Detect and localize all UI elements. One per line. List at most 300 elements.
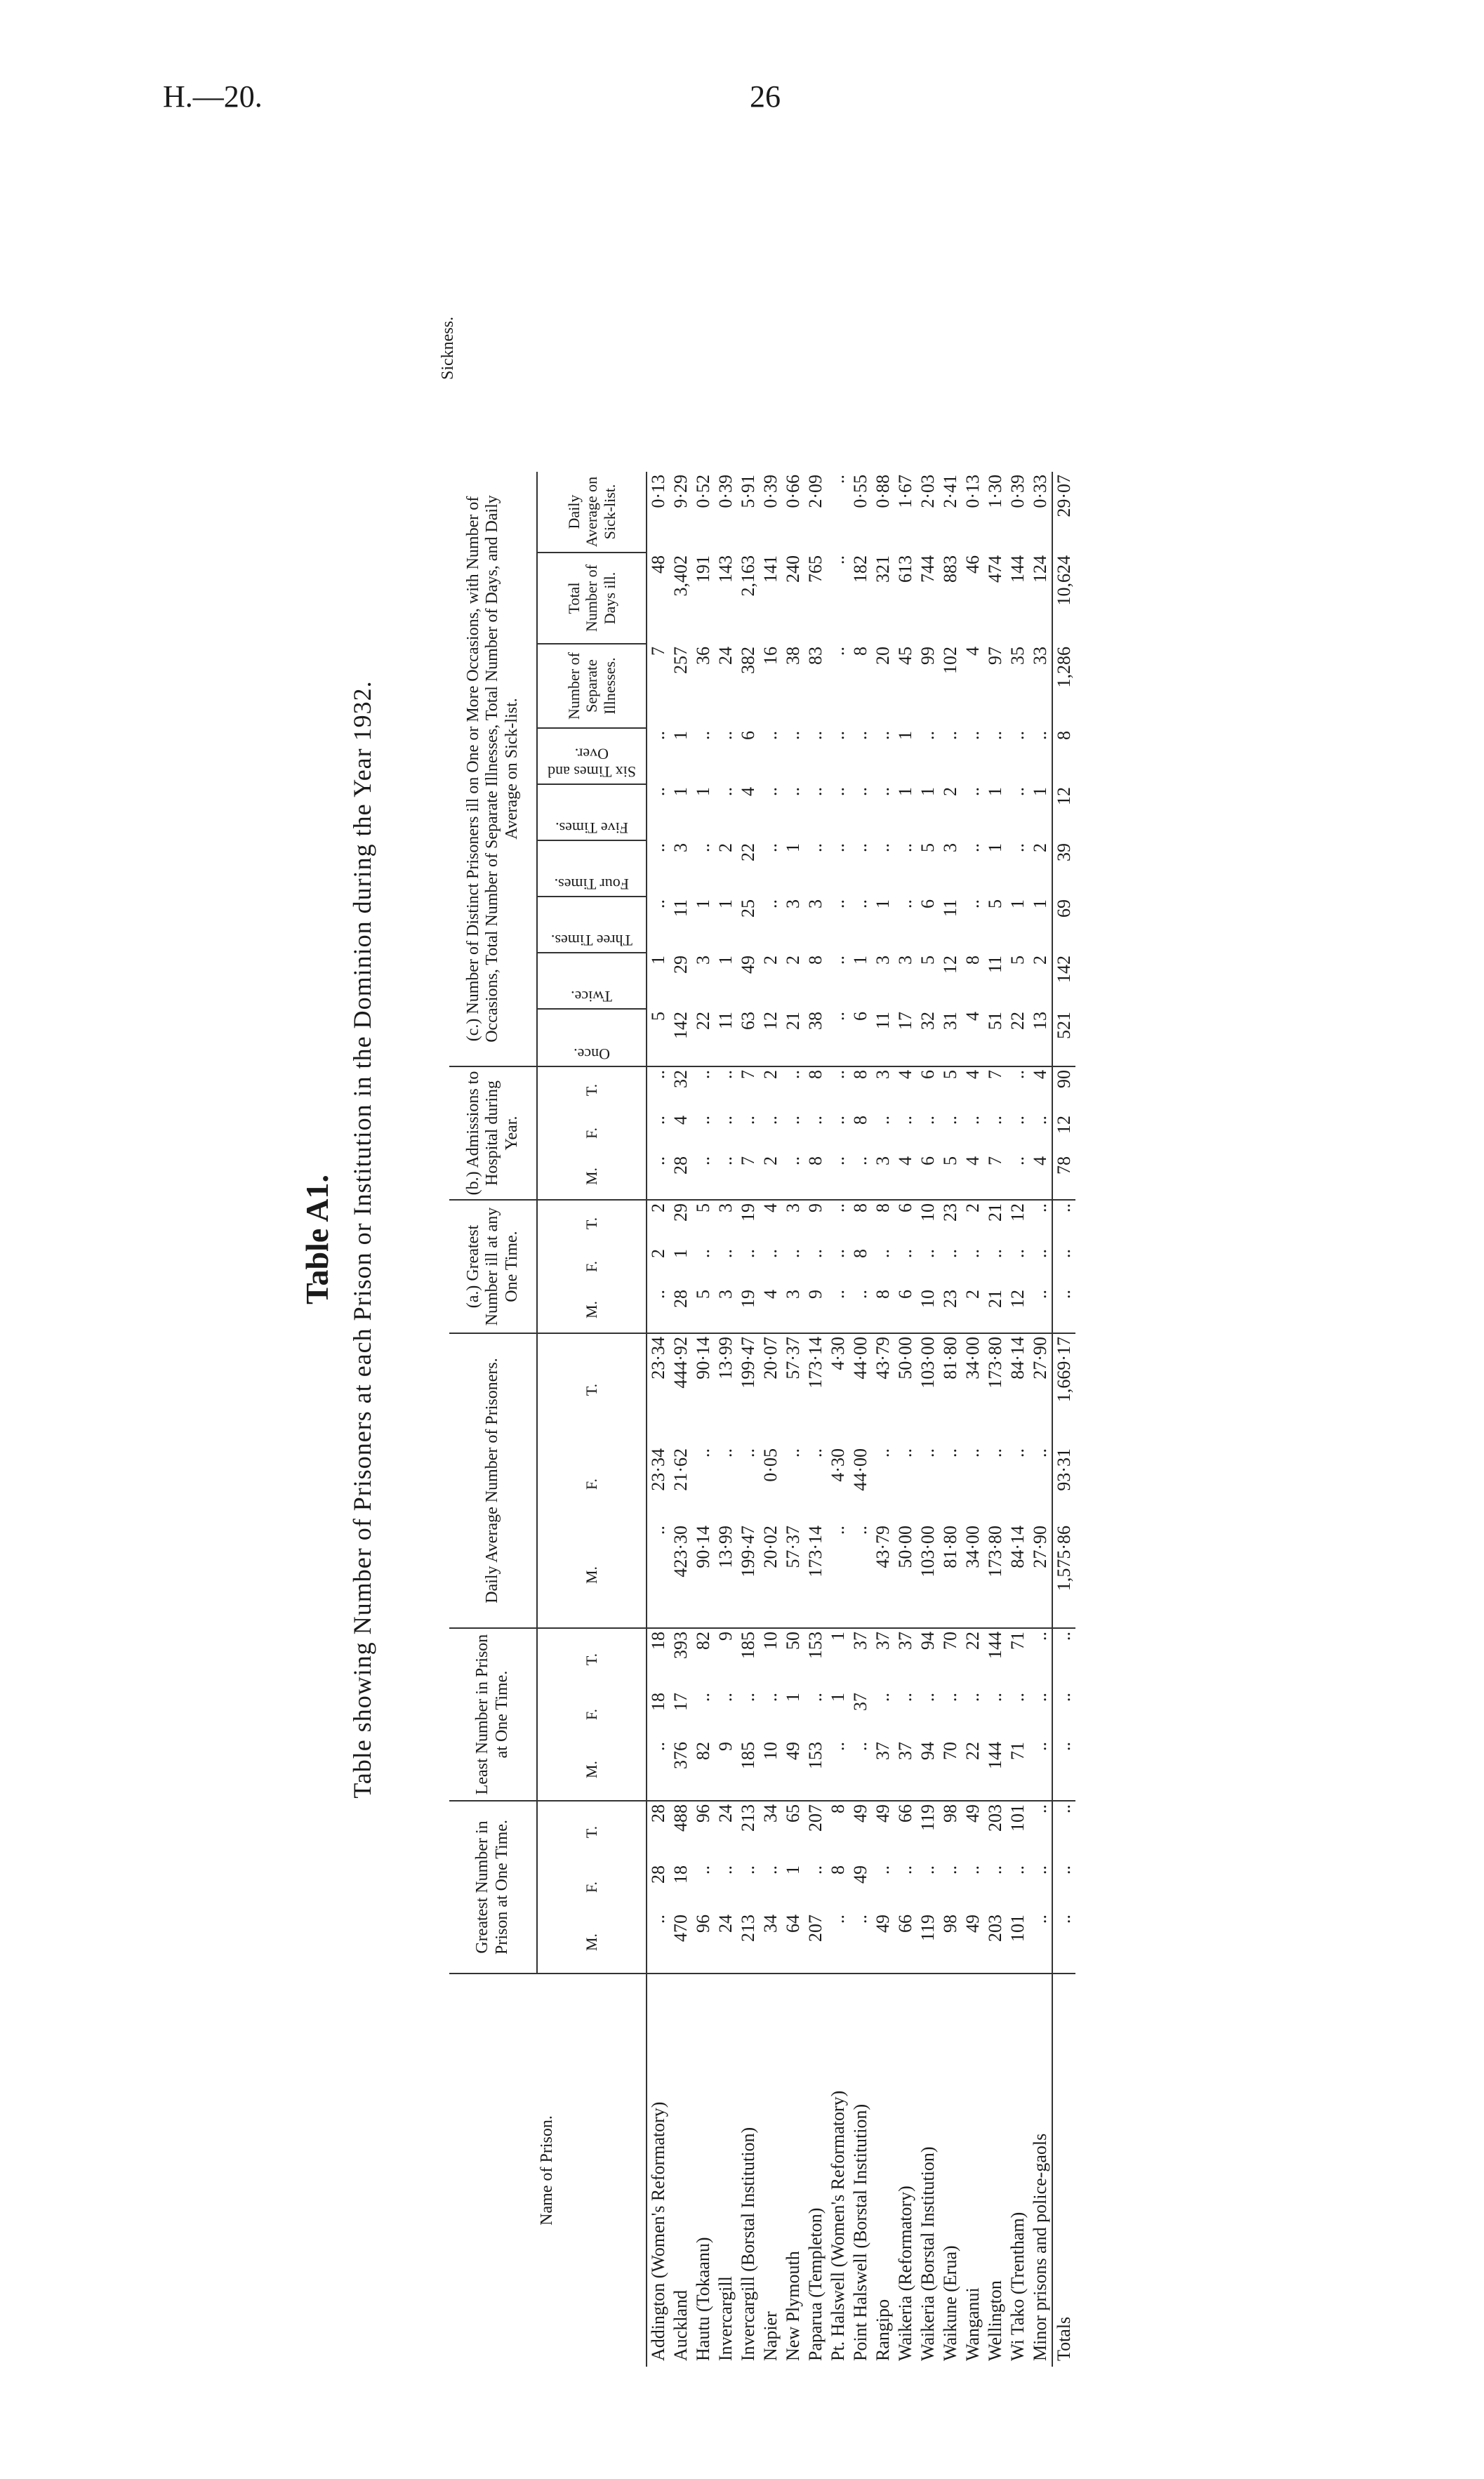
table-cell: 4 (760, 1287, 782, 1333)
table-cell: .. (1030, 1448, 1050, 1457)
table-cell: 4 (760, 1203, 781, 1212)
table-cell: .. (962, 843, 983, 852)
table-cell: 21 (985, 1203, 1005, 1222)
table-cell: 7 (648, 647, 668, 656)
prison-name: New Plymouth (783, 2251, 803, 2361)
table-cell: 5 (693, 1203, 713, 1212)
table-cell: .. (828, 1070, 848, 1079)
table-cell: 1 (648, 956, 668, 965)
table-cell: 1 (670, 731, 691, 740)
table-cell: 44·00 (850, 1337, 870, 1380)
table-cell: .. (985, 1693, 1005, 1702)
table-cell: 13 (1029, 1009, 1052, 1066)
header-once: Once. (574, 1045, 610, 1063)
table-cell: 70 (940, 1632, 960, 1650)
table-cell: 98 (940, 1804, 960, 1823)
table-cell: .. (1052, 1801, 1075, 1863)
table-cell: 84·14 (1007, 1337, 1028, 1380)
table-cell: 1,669·17 (1052, 1333, 1075, 1446)
prison-name: Napier (760, 2311, 781, 2361)
table-cell: 2,163 (738, 555, 758, 597)
table-cell: 4 (962, 1070, 983, 1079)
header-f: F. (537, 1690, 647, 1739)
table-cell: .. (849, 1912, 872, 1974)
table-cell: 12 (1007, 1203, 1028, 1222)
table-cell: .. (805, 1865, 826, 1875)
table-cell: .. (715, 1249, 736, 1258)
table-cell: .. (895, 1116, 915, 1125)
header-daily-average-sick: Daily Average on Sick-list. (537, 472, 647, 553)
table-row (962, 472, 984, 2367)
table-cell: 13·99 (715, 1337, 736, 1380)
table-cell: .. (917, 731, 938, 740)
table-cell: 28 (648, 1804, 668, 1823)
table-cell: 57·37 (782, 1523, 804, 1628)
table-cell: .. (873, 1249, 893, 1258)
table-row (715, 472, 737, 2367)
table-cell: 1 (985, 843, 1005, 852)
table-cell: .. (760, 899, 781, 908)
table-cell: 153 (805, 1632, 826, 1659)
table-cell: 11 (670, 899, 691, 918)
table-cell: 49 (738, 956, 758, 974)
table-cell: .. (693, 1693, 713, 1702)
table-cell: .. (850, 787, 870, 796)
table-cell: 1 (670, 1249, 691, 1258)
table-row (647, 472, 670, 2367)
table-cell: .. (1030, 1865, 1050, 1875)
table-row (939, 472, 962, 2367)
header-m: M. (537, 1523, 647, 1628)
table-cell: .. (828, 787, 848, 796)
table-cell: 488 (670, 1804, 691, 1832)
table-cell: .. (962, 1249, 983, 1258)
table-cell: 32 (917, 1009, 939, 1066)
table-cell: 49 (873, 1804, 893, 1823)
table-cell: 423·30 (670, 1523, 692, 1628)
table-cell: 96 (693, 1804, 713, 1823)
table-cell: .. (1030, 1804, 1050, 1813)
table-cell: .. (760, 731, 781, 740)
table-cell: 4 (962, 1009, 984, 1066)
table-cell: 3 (670, 843, 691, 852)
table-cell: .. (895, 843, 915, 852)
table-cell: .. (738, 1693, 758, 1702)
table-cell: 521 (1052, 1009, 1075, 1066)
table-cell: 37 (850, 1693, 870, 1711)
header-t: T. (537, 1628, 647, 1690)
table-cell: 71 (1007, 1632, 1028, 1650)
table-cell: .. (760, 843, 781, 852)
table-cell: 0·05 (760, 1448, 781, 1482)
table-cell: 82 (692, 1739, 715, 1801)
table-cell: 83 (805, 647, 826, 665)
table-cell: 144 (1007, 555, 1028, 583)
table-cell: 4 (962, 647, 983, 656)
table-cell: .. (715, 1865, 736, 1875)
prison-name: Waikeria (Reformatory) (895, 2186, 915, 2361)
table-cell: 20·02 (760, 1523, 782, 1628)
table-cell: 11 (715, 1009, 737, 1066)
table-cell: 8 (850, 1249, 870, 1258)
table-cell: 10 (917, 1203, 938, 1222)
table-cell: .. (985, 1116, 1005, 1125)
table-cell: .. (1029, 1739, 1052, 1801)
table-row (827, 472, 849, 2367)
header-m: M. (537, 1912, 647, 1974)
table-cell: 46 (962, 555, 983, 574)
table-cell: 257 (670, 647, 691, 674)
table-cell: .. (805, 731, 826, 740)
table-cell: 71 (1007, 1739, 1029, 1801)
table-cell: .. (715, 731, 736, 740)
table-cell: .. (917, 1249, 938, 1258)
table-cell: 12 (1052, 1113, 1075, 1153)
table-cell: 0·88 (873, 475, 893, 508)
table-row (804, 472, 827, 2367)
table-cell: 9·29 (670, 475, 691, 508)
table-cell: 4 (1030, 1070, 1050, 1079)
table-cell: 207 (805, 1804, 826, 1832)
table-cell: 22 (1007, 1009, 1029, 1066)
table-cell: 7 (738, 1070, 758, 1079)
table-cell: 103·00 (917, 1337, 938, 1389)
table-cell: .. (962, 1865, 983, 1875)
table-cell: 28 (648, 1865, 668, 1884)
table-cell: 82 (693, 1632, 713, 1650)
table-cell: .. (1029, 1912, 1052, 1974)
table-cell: 4 (894, 1153, 917, 1200)
table-cell: 11 (872, 1009, 894, 1066)
table-cell: 45 (895, 647, 915, 665)
table-cell: .. (828, 647, 848, 656)
table-cell: 99 (917, 647, 938, 665)
table-cell: .. (895, 899, 915, 908)
table-cell: .. (1052, 1863, 1075, 1912)
table-cell: 70 (939, 1739, 962, 1801)
table-cell: 34 (760, 1804, 781, 1823)
table-cell: 444·92 (670, 1337, 691, 1389)
table-cell: 2·09 (805, 475, 826, 508)
table-cell: 11 (985, 956, 1005, 974)
table-cell: .. (760, 1249, 781, 1258)
table-cell: .. (715, 1693, 736, 1702)
table-cell: .. (648, 1070, 668, 1079)
table-cell: 12 (940, 956, 960, 974)
table-cell: 20·07 (760, 1337, 781, 1380)
table-cell: 31 (939, 1009, 962, 1066)
table-cell: .. (1052, 1200, 1075, 1246)
table-cell: 4·30 (828, 1448, 848, 1482)
table-cell: .. (647, 1287, 670, 1333)
table-cell: 3 (805, 899, 826, 908)
header-daily-average: Daily Average Number of Prisoners. (449, 1333, 537, 1628)
table-cell: .. (1007, 1249, 1028, 1258)
table-cell: 39 (1052, 840, 1075, 897)
table-cell: 7 (984, 1153, 1007, 1200)
table-cell: 1·67 (895, 475, 915, 508)
table-cell: .. (1007, 1693, 1028, 1702)
table-cell: 3 (873, 1070, 893, 1079)
table-cell: 1 (783, 1865, 803, 1875)
table-cell: 27·90 (1030, 1337, 1050, 1380)
table-cell: 5 (647, 1009, 670, 1066)
table-cell: 3 (783, 899, 803, 908)
table-cell: 6 (917, 1070, 938, 1079)
prison-table (449, 472, 1075, 2367)
prison-name: Addington (Women's Reformatory) (648, 2101, 668, 2361)
table-cell: 1,286 (1052, 644, 1075, 728)
header-total-days: Total Number of Days ill. (537, 553, 647, 644)
table-cell: 24 (715, 647, 736, 665)
table-cell: 3 (693, 956, 713, 965)
table-subtitle: Table showing Number of Prisoners at each Prison or Institution in the Dominion during the Year 1932. (348, 680, 376, 1799)
table-cell: 43·79 (873, 1337, 893, 1380)
table-cell: 213 (738, 1804, 758, 1832)
table-cell: .. (940, 1249, 960, 1258)
table-cell: 81·80 (939, 1523, 962, 1628)
table-cell: 1 (917, 787, 938, 796)
table-cell: .. (1052, 1246, 1075, 1287)
table-cell: 240 (783, 555, 803, 583)
table-cell: 8 (850, 1070, 870, 1079)
table-cell: 21 (984, 1287, 1007, 1333)
table-cell: .. (827, 1287, 849, 1333)
table-cell: .. (1030, 1693, 1050, 1702)
header-distinct-prisoners: (c.) Number of Distinct Prisoners ill on One or More Occasions, with Number of Occasions, Total Number of Separate Illnesses, Total Number of Days, and Daily Average on Sick-list. (449, 472, 537, 1066)
table-cell: .. (648, 843, 668, 852)
table-cell: 9 (715, 1632, 736, 1641)
page-reference: H.—20. (163, 79, 263, 114)
table-cell: 4 (895, 1070, 915, 1079)
header-t: T. (537, 1333, 647, 1446)
table-cell: 3 (872, 1153, 894, 1200)
table-cell: 203 (985, 1804, 1005, 1832)
table-row (984, 472, 1007, 2367)
table-cell: 37 (872, 1739, 894, 1801)
table-cell: 2·41 (940, 475, 960, 508)
table-cell: .. (738, 1116, 758, 1125)
table-cell: .. (715, 1448, 736, 1457)
table-cell: 119 (917, 1804, 938, 1832)
table-cell: .. (873, 1865, 893, 1875)
table-cell: .. (693, 1249, 713, 1258)
prison-name: Invercargill (Borstal Institution) (738, 2127, 758, 2361)
table-cell: 182 (850, 555, 870, 583)
table-cell: 36 (693, 647, 713, 665)
prison-name: Waikeria (Borstal Institution) (917, 2146, 938, 2361)
table-cell: 1 (715, 956, 736, 965)
table-cell: .. (805, 843, 826, 852)
table-cell: .. (805, 1693, 826, 1702)
table-cell: 765 (805, 555, 826, 583)
table-cell: .. (985, 1448, 1005, 1457)
header-name: Name of Prison. (449, 1974, 647, 2367)
table-cell: 376 (670, 1739, 692, 1801)
table-cell: .. (962, 787, 983, 796)
table-cell: 57·37 (783, 1337, 803, 1380)
table-cell: 5 (917, 956, 938, 965)
table-cell: 19 (738, 1203, 758, 1222)
table-cell: 2 (760, 1070, 781, 1079)
header-f: F. (537, 1863, 647, 1912)
table-cell: 93·31 (1052, 1446, 1075, 1523)
table-cell: .. (940, 1116, 960, 1125)
table-cell: 23 (940, 1203, 960, 1222)
table-cell: 96 (692, 1912, 715, 1974)
table-cell: 185 (737, 1739, 760, 1801)
table-row (692, 472, 715, 2367)
table-cell: .. (828, 731, 848, 740)
table-cell: 1 (895, 731, 915, 740)
table-cell: 321 (873, 555, 893, 583)
table-cell: .. (1052, 1628, 1075, 1690)
prison-name: Wellington (985, 2280, 1005, 2361)
table-cell: 0·66 (783, 475, 803, 508)
table-cell: .. (873, 1116, 893, 1125)
table-cell: .. (828, 956, 848, 965)
table-cell: 102 (940, 647, 960, 674)
table-cell: 5 (985, 899, 1005, 908)
table-cell: .. (917, 1865, 938, 1875)
table-cell: .. (1007, 1448, 1028, 1457)
table-cell: .. (1052, 1690, 1075, 1739)
table-cell: .. (1007, 1070, 1028, 1079)
table-cell: 6 (738, 731, 758, 740)
table-cell: .. (715, 1116, 736, 1125)
table-cell: 1 (1030, 787, 1050, 796)
table-cell: 1 (715, 899, 736, 908)
table-cell: 81·80 (940, 1337, 960, 1380)
table-cell: 1,575·86 (1052, 1523, 1075, 1628)
table-cell: 19 (737, 1287, 760, 1333)
table-cell: 50·00 (894, 1523, 917, 1628)
prison-name: Totals (1052, 1974, 1075, 2367)
table-cell: .. (828, 555, 848, 564)
header-t: T. (537, 1801, 647, 1863)
header-twice: Twice. (571, 988, 613, 1005)
totals-row (1052, 472, 1075, 2367)
table-cell: 17 (670, 1693, 691, 1711)
table-cell: 50·00 (895, 1337, 915, 1380)
table-cell: .. (1030, 1203, 1050, 1212)
table-cell: 185 (738, 1632, 758, 1659)
table-cell: 382 (738, 647, 758, 674)
table-cell: 78 (1052, 1153, 1075, 1200)
table-cell: .. (647, 1523, 670, 1628)
table-cell: .. (895, 1865, 915, 1875)
table-cell: 7 (737, 1153, 760, 1200)
table-cell: 3 (895, 956, 915, 965)
table-cell: 1 (895, 787, 915, 796)
table-cell: .. (827, 1523, 849, 1628)
table-cell: 1 (783, 843, 803, 852)
table-cell: .. (985, 1249, 1005, 1258)
table-cell: 9 (804, 1287, 827, 1333)
table-row (1029, 472, 1052, 2367)
table-cell: 2 (962, 1287, 984, 1333)
header-m: M. (537, 1153, 647, 1200)
header-f: F. (537, 1246, 647, 1287)
table-cell: .. (828, 1203, 848, 1212)
table-cell: .. (873, 843, 893, 852)
table-cell: .. (715, 787, 736, 796)
prison-name: Auckland (670, 2289, 691, 2361)
table-cell: 12 (1052, 784, 1075, 840)
table-row (737, 472, 760, 2367)
table-cell: 17 (894, 1009, 917, 1066)
table-cell: 66 (894, 1912, 917, 1974)
table-cell: .. (738, 1249, 758, 1258)
table-cell: .. (873, 1693, 893, 1702)
table-cell: 28 (670, 1153, 692, 1200)
table-cell: .. (648, 731, 668, 740)
table-cell: .. (647, 1912, 670, 1974)
table-cell: .. (827, 1153, 849, 1200)
table-cell: .. (805, 1116, 826, 1125)
table-cell: 153 (804, 1739, 827, 1801)
table-cell: 21·62 (670, 1448, 691, 1491)
table-row (894, 472, 917, 2367)
table-cell: 21 (782, 1009, 804, 1066)
prison-name: Waikune (Erua) (940, 2245, 960, 2361)
table-cell: .. (1007, 1153, 1029, 1200)
table-cell: .. (783, 731, 803, 740)
table-cell: 22 (962, 1739, 984, 1801)
table-cell: .. (805, 1249, 826, 1258)
header-t: T. (537, 1200, 647, 1246)
table-cell: 10,624 (1052, 553, 1075, 644)
table-cell: 7 (985, 1070, 1005, 1079)
table-cell: .. (962, 899, 983, 908)
table-cell: 2 (1030, 843, 1050, 852)
table-cell: 10 (917, 1287, 939, 1333)
table-cell: 27·90 (1029, 1523, 1052, 1628)
table-cell: 1 (1030, 899, 1050, 908)
prison-name: Rangipo (873, 2299, 893, 2361)
table-cell: .. (760, 1116, 781, 1125)
table-cell: 37 (850, 1632, 870, 1650)
table-cell: 18 (648, 1693, 668, 1711)
table-cell: 744 (917, 555, 938, 583)
table-cell: 2 (1030, 956, 1050, 965)
table-cell: 37 (895, 1632, 915, 1650)
table-cell: .. (827, 1009, 849, 1066)
table-row (670, 472, 692, 2367)
table-cell: 1 (850, 956, 870, 965)
table-cell: 8 (850, 1203, 870, 1212)
table-cell: 29 (670, 956, 691, 974)
table-row (917, 472, 939, 2367)
header-four-times: Four Times. (554, 875, 630, 893)
header-m: M. (537, 1287, 647, 1333)
table-cell: 2 (962, 1203, 983, 1212)
table-cell: .. (783, 1448, 803, 1457)
table-cell: .. (783, 1070, 803, 1079)
table-cell: 3,402 (670, 555, 691, 597)
header-t: T. (537, 1066, 647, 1113)
prison-name: Pt. Halswell (Women's Reformatory) (828, 2090, 848, 2361)
table-cell: .. (873, 787, 893, 796)
table-cell: 65 (783, 1804, 803, 1823)
table-row (782, 472, 804, 2367)
table-cell: 22 (962, 1632, 983, 1650)
table-cell: 1 (693, 899, 713, 908)
table-cell: 32 (670, 1070, 691, 1088)
table-cell: .. (849, 1523, 872, 1628)
table-cell: .. (1030, 731, 1050, 740)
table-cell: 20 (873, 647, 893, 665)
